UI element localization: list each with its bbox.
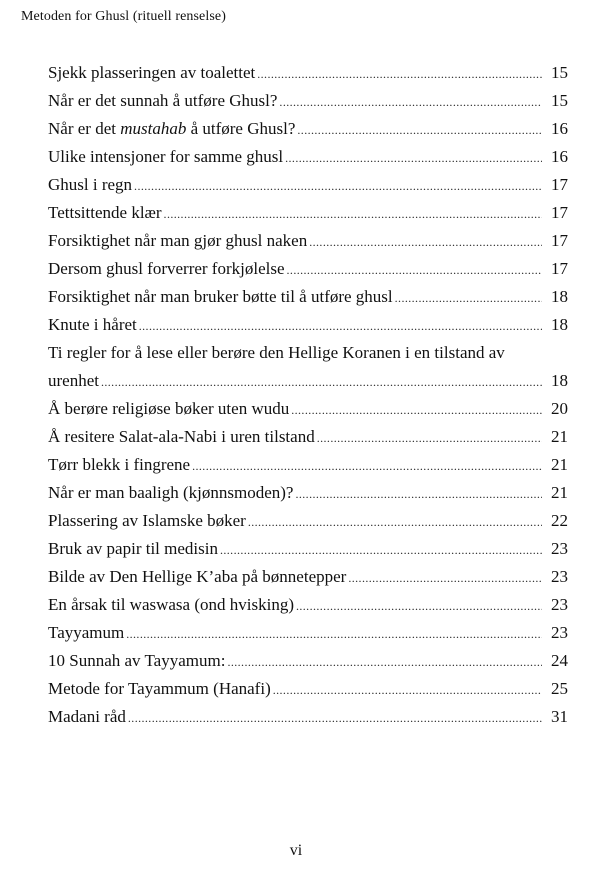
toc-entry-page: 23 xyxy=(551,567,568,586)
toc-entry-page: 15 xyxy=(551,91,568,110)
toc-entry-page: 21 xyxy=(551,427,568,446)
toc-entry[interactable] xyxy=(48,479,568,507)
dot-leader xyxy=(220,536,542,563)
dot-leader xyxy=(317,424,542,451)
toc-entry-title: Bruk av papir til medisin xyxy=(48,539,218,558)
toc-entry[interactable] xyxy=(48,647,568,675)
toc-entry-page: 17 xyxy=(551,231,568,250)
dot-leader xyxy=(227,648,542,675)
toc-entry-page: 17 xyxy=(551,203,568,222)
toc-entry-page: 23 xyxy=(551,623,568,642)
dot-leader xyxy=(164,200,542,227)
dot-leader xyxy=(295,480,542,507)
toc-entry[interactable] xyxy=(48,311,568,339)
toc-entry[interactable] xyxy=(48,619,568,647)
toc-entry-title: Bilde av Den Hellige K’aba på bønnetepper xyxy=(48,567,347,586)
toc-entry-title: Dersom ghusl forverrer forkjølelse xyxy=(48,259,285,278)
toc-entry-page: 18 xyxy=(551,287,568,306)
toc-entry-page: 25 xyxy=(551,679,568,698)
dot-leader xyxy=(134,172,542,199)
dot-leader xyxy=(395,284,542,311)
toc-entry-title: Tayyamum xyxy=(48,623,125,642)
toc-entry-title: Sjekk plasseringen av toalettet xyxy=(48,63,256,82)
toc-entry-page: 20 xyxy=(551,399,568,418)
toc-entry-title: Ghusl i regn xyxy=(48,175,133,194)
toc-entry-title: Metode for Tayammum (Hanafi) xyxy=(48,679,271,698)
toc-entry-page: 17 xyxy=(551,175,568,194)
dot-leader xyxy=(192,452,542,479)
dot-leader xyxy=(139,312,542,339)
toc-entry[interactable] xyxy=(48,535,568,563)
dot-leader xyxy=(126,620,542,647)
toc-entry-page: 15 xyxy=(551,63,568,82)
toc-entry[interactable] xyxy=(48,703,568,731)
toc-entry-title: Plassering av Islamske bøker xyxy=(48,511,246,530)
toc-entry-title: Å resitere Salat-ala-Nabi i uren tilstand xyxy=(48,427,315,446)
toc-entry-title: Ulike intensjoner for samme ghusl xyxy=(48,147,284,166)
dot-leader xyxy=(291,396,542,423)
toc-entry-page: 22 xyxy=(551,511,568,530)
dot-leader xyxy=(309,228,542,255)
toc-entry[interactable] xyxy=(48,283,568,311)
toc-entry[interactable] xyxy=(48,87,568,115)
dot-leader xyxy=(285,144,542,171)
toc-entry-title xyxy=(48,115,295,143)
toc-entry[interactable] xyxy=(48,339,568,395)
toc-entry-title-italic: mustahab xyxy=(120,119,187,138)
dot-leader xyxy=(248,508,542,535)
toc-entry-page: 18 xyxy=(551,315,568,334)
toc-entry[interactable] xyxy=(48,255,568,283)
toc-entry[interactable] xyxy=(48,507,568,535)
toc-entry-title: 10 Sunnah av Tayyamum: xyxy=(48,651,226,670)
dot-leader xyxy=(257,60,542,87)
toc-entry-page: 24 xyxy=(551,651,568,670)
dot-leader xyxy=(128,704,542,731)
toc-entry-title: Knute i håret xyxy=(48,315,137,334)
dot-leader xyxy=(287,256,542,283)
toc-entry-title: Å berøre religiøse bøker uten wudu xyxy=(48,399,290,418)
toc-entry-title: Når er man baaligh (kjønnsmoden)? xyxy=(48,483,294,502)
toc-entry-continuation xyxy=(48,367,568,395)
toc-entry[interactable] xyxy=(48,59,568,87)
toc-entry-page: 21 xyxy=(551,483,568,502)
toc-entry-page: 23 xyxy=(551,539,568,558)
toc-entry-page: 17 xyxy=(551,259,568,278)
dot-leader xyxy=(296,592,542,619)
toc-entry-page: 16 xyxy=(551,119,568,138)
running-header: Metoden for Ghusl (rituell renselse) xyxy=(21,9,226,24)
toc-entry-title-post: å utføre Ghusl? xyxy=(186,119,296,138)
dot-leader xyxy=(101,368,542,395)
toc-entry[interactable] xyxy=(48,591,568,619)
toc-entry[interactable] xyxy=(48,199,568,227)
toc-entry-title-pre: Når er det xyxy=(48,119,121,138)
toc-entry[interactable] xyxy=(48,675,568,703)
toc-entry-title: Forsiktighet når man bruker bøtte til å utføre ghusl xyxy=(48,287,393,306)
toc-entry[interactable] xyxy=(48,227,568,255)
toc-entry-page: 18 xyxy=(551,371,568,390)
toc-entry-title: En årsak til waswasa (ond hvisking) xyxy=(48,595,294,614)
toc-entry-page: 21 xyxy=(551,455,568,474)
toc-entry[interactable] xyxy=(48,563,568,591)
toc-entry[interactable] xyxy=(48,395,568,423)
dot-leader xyxy=(348,564,542,591)
toc-entry-page: 16 xyxy=(551,147,568,166)
toc-entry[interactable] xyxy=(48,143,568,171)
toc-entry-title: Ti regler for å lese eller berøre den Hellige Koranen i en tilstand av xyxy=(48,343,505,362)
toc-entry-title-continued: urenhet xyxy=(48,371,99,390)
toc-entry-title: Tettsittende klær xyxy=(48,203,162,222)
toc-entry-title: Tørr blekk i fingrene xyxy=(48,455,191,474)
toc-entry-page: 31 xyxy=(551,707,568,726)
toc-entry-title: Forsiktighet når man gjør ghusl naken xyxy=(48,231,308,250)
toc-entry[interactable] xyxy=(48,423,568,451)
table-of-contents xyxy=(48,59,568,731)
toc-entry-title: Når er det sunnah å utføre Ghusl? xyxy=(48,91,278,110)
toc-entry[interactable] xyxy=(48,115,568,143)
toc-entry-page: 23 xyxy=(551,595,568,614)
toc-entry[interactable] xyxy=(48,451,568,479)
dot-leader xyxy=(297,116,542,143)
dot-leader xyxy=(279,88,542,115)
toc-entry[interactable] xyxy=(48,171,568,199)
toc-entry-title: Madani råd xyxy=(48,707,126,726)
page-number: vi xyxy=(289,842,303,859)
dot-leader xyxy=(273,676,542,703)
